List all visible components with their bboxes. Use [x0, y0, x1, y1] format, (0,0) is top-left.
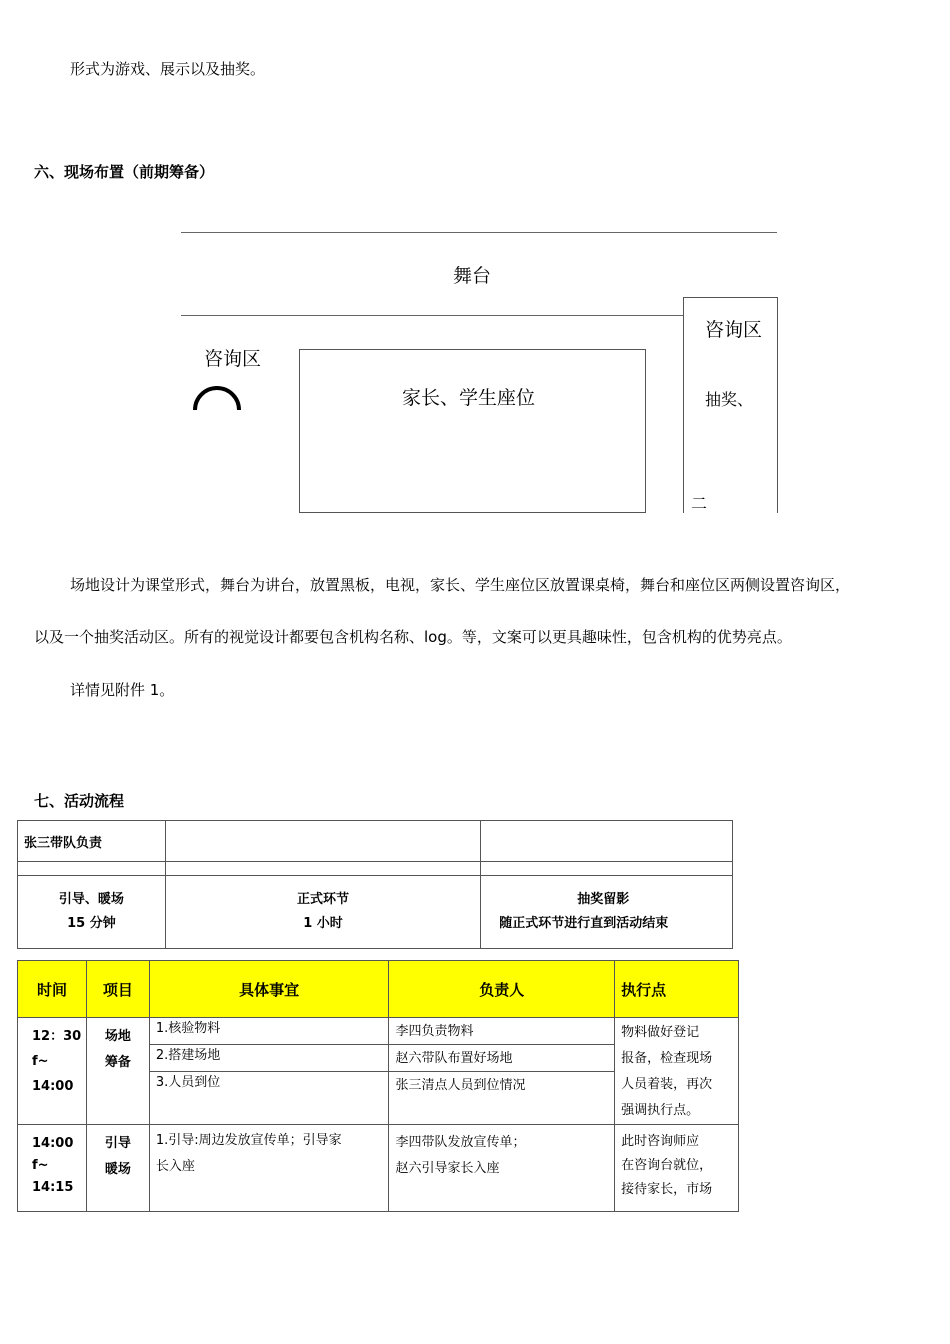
- tasks-cell: 1.引导:周边发放宣传单；引导家 长入座: [149, 1125, 389, 1212]
- overview-row-1: [18, 821, 733, 862]
- consult-area-left-label: 咨询区: [204, 348, 262, 370]
- intro-line: 形式为游戏、展示以及抽奖。: [70, 60, 266, 78]
- tasks-cell: [149, 1018, 389, 1125]
- stage-bottom-line: [181, 315, 684, 316]
- table-row: [18, 1125, 739, 1212]
- header-time: 时间: [18, 961, 87, 1018]
- points-cell: 此时咨询师应 在咨询台就位， 接待家长，市场: [615, 1125, 739, 1212]
- owner-item: 张三清点人员到位情况: [395, 1078, 526, 1093]
- para3: 详情见附件 1。: [70, 681, 175, 699]
- stage-label: 舞台: [453, 265, 492, 287]
- owner-item: 赵六带队布置好场地: [389, 1045, 614, 1072]
- time-cell: 12：30 f~ 14:00: [18, 1018, 87, 1125]
- time-cell: 14:00 f~ 14:15: [18, 1125, 87, 1212]
- overview-cell: [481, 821, 733, 862]
- owner-item: 李四负责物料: [389, 1018, 614, 1045]
- task-item: 3.人员到位: [155, 1075, 221, 1090]
- header-points: 执行点: [615, 961, 739, 1018]
- para2: 以及一个抽奖活动区。所有的视觉设计都要包含机构名称、log。等，文案可以更具趣味性，包含机构的优势亮点。: [34, 628, 792, 646]
- overview-table: [17, 820, 733, 949]
- owners-cell: [389, 1018, 615, 1125]
- schedule-table: [17, 960, 739, 1212]
- overview-cell: [165, 821, 480, 862]
- overview-row-spacer: [18, 862, 733, 876]
- seat-area-label: 家长、学生座位: [402, 387, 536, 409]
- right-bottom-glyph: 二: [691, 494, 708, 513]
- phase-cell: [18, 876, 166, 949]
- section6-title: 六、现场布置（前期筹备）: [34, 163, 215, 181]
- phase-duration: 15 分钟: [67, 916, 116, 931]
- schedule-header-row: [18, 961, 739, 1018]
- section7-title: 七、活动流程: [34, 792, 125, 810]
- lottery-label: 抽奖、: [705, 390, 754, 409]
- header-tasks: 具体事宜: [149, 961, 389, 1018]
- item-cell: 场地 筹备: [86, 1018, 149, 1125]
- header-item: 项目: [86, 961, 149, 1018]
- phase-name: 抽奖留影: [577, 892, 630, 907]
- seat-area: [299, 349, 646, 513]
- phase-duration: 随正式环节进行直到活动结束: [499, 916, 669, 931]
- table-row: [18, 1018, 739, 1125]
- owners-cell: 李四带队发放宣传单； 赵六引导家长入座: [389, 1125, 615, 1212]
- overview-cell: 张三带队负责: [18, 821, 166, 862]
- para1: 场地设计为课堂形式，舞台为讲台，放置黑板，电视，家长、学生座位区放置课桌椅，舞台和座位区两侧设置咨询区，: [70, 576, 851, 594]
- phase-name: 正式环节: [297, 892, 350, 907]
- header-owner: 负责人: [389, 961, 615, 1018]
- points-cell: 物料做好登记 报备，检查现场 人员着装，再次 强调执行点。: [615, 1018, 739, 1125]
- arc-icon: [189, 380, 247, 412]
- right-zone: [683, 297, 778, 513]
- phase-name: 引导、暖场: [58, 892, 124, 907]
- stage-top-line: [181, 232, 777, 233]
- item-cell: 引导 暖场: [86, 1125, 149, 1212]
- task-item: 2.搭建场地: [150, 1045, 389, 1072]
- task-item: 1.核验物料: [150, 1018, 389, 1045]
- overview-row-phases: [18, 876, 733, 949]
- phase-duration: 1 小时: [303, 916, 343, 931]
- consult-area-right-label: 咨询区: [705, 319, 763, 341]
- phase-cell: [165, 876, 480, 949]
- phase-cell: [481, 876, 733, 949]
